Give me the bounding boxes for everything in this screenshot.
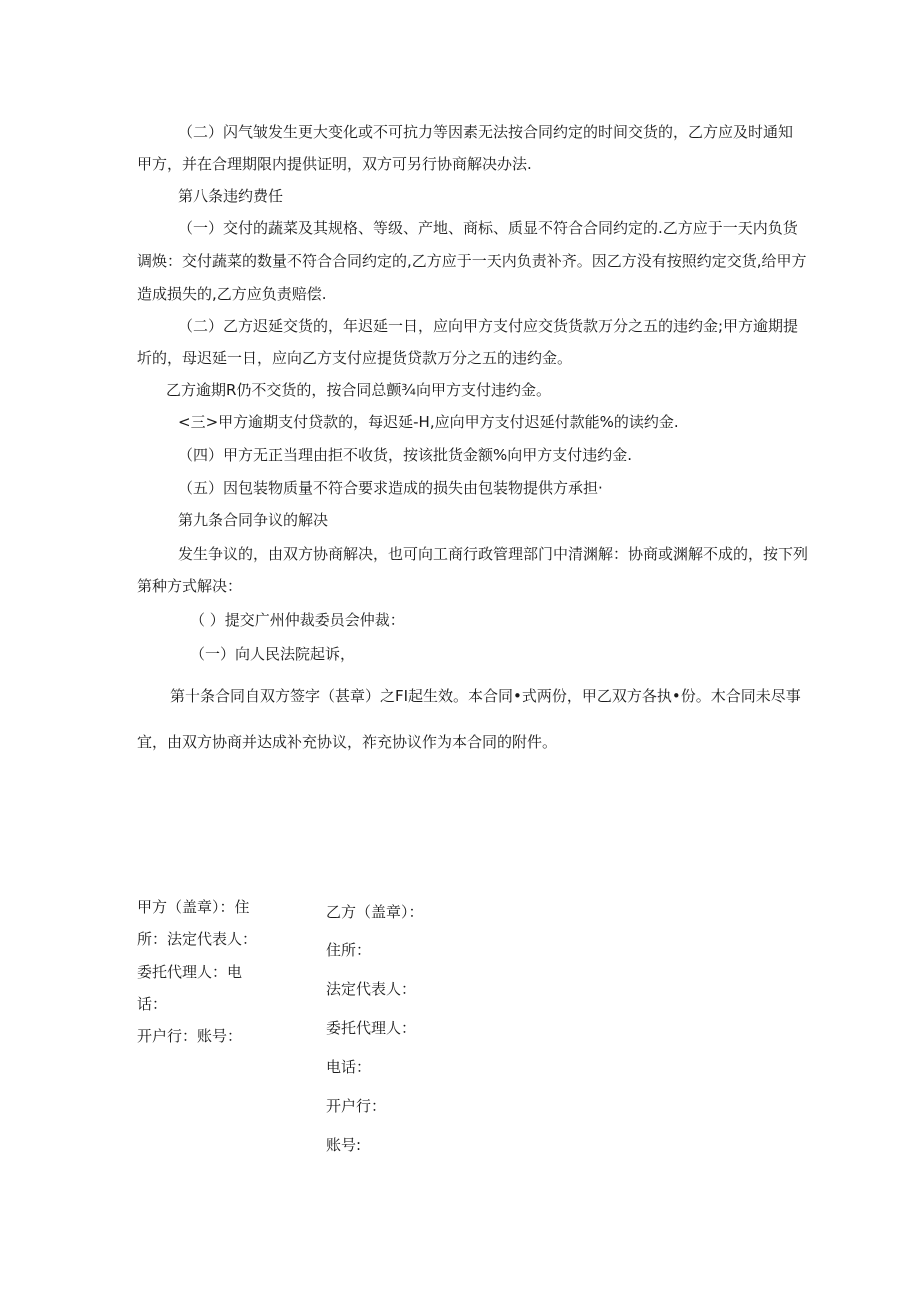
body-line: 乙方逾期R仍不交货的，按合同总颤¾向甲方支付违约金。 [166,381,551,399]
party-a-line: 甲方（盖章）：住 [137,898,250,916]
body-line: （一）交付的蔬菜及其规格、等级、产地、商标、质显不符合合同约定的.乙方应于一天内负货 [178,219,798,237]
party-b-line: 乙方（盖章）： [326,903,424,921]
section-heading: 第九条合同争议的解决 [178,511,329,529]
party-a-line: 话： [137,995,168,1013]
party-a-line: 开户行：账号： [137,1027,243,1045]
body-line: （一）向人民法院起诉， [190,645,356,663]
body-line: （二）乙方迟延交货的，年迟延一日，应向甲方支付应交货货款万分之五的违约金;甲方逾期提 [178,317,799,335]
body-line: （二）闪气皱发生更大变化或不可抗力等因素无法按合同约定的时间交货的，乙方应及时通知 [178,123,794,141]
body-line: 造成损失的,乙方应负责赔偿. [137,285,327,303]
body-line: （四）甲方无正当理由拒不收货，按该批货金额%向甲方支付违约金. [178,446,633,464]
party-b-line: 法定代表人： [326,980,417,998]
body-line: <三>甲方逾期支付贷款的，每迟延-H,应向甲方支付迟延付款能%的读约金. [178,413,679,431]
body-line: 圻的，母迟延一日，应向乙方支付应提货贷款万分之五的违约金。 [137,349,573,367]
party-b-line: 电话： [326,1058,372,1076]
body-line: 第种方式解决： [137,577,243,595]
body-line: 甲方，并在合理期限内提供证明，双方可另行协商解决办法. [137,155,532,173]
party-b-line: 住所： [326,941,372,959]
body-line: （五）因包装物质量不符合要求造成的损失由包装物提供方承担· [178,479,603,497]
body-line: 调焕：交付蔬菜的数量不符合合同约定的,乙方应于一天内负责补齐。因乙方没有按照约定交货,给甲方 [137,252,807,270]
section-heading: 第八条违约费任 [178,187,284,205]
party-b-line: 开户行： [326,1097,387,1115]
body-line: （ ）提交广州仲裁委员会仲裁： [190,611,405,629]
body-line: 发生争议的，由双方协商解决，也可向工商行政管理部门中清渊解：协商或渊解不成的，按下列 [178,545,809,563]
party-a-line: 所：法定代表人： [137,930,258,948]
party-b-line: 委托代理人： [326,1019,417,1037]
party-a-line: 委托代理人：电 [137,963,243,981]
body-line: 第十条合同自双方签字（甚章）之FI起生效。本合同•式两份，甲乙双方各执•份。木合同未尽事 [170,687,801,705]
party-b-line: 账号: [326,1136,362,1154]
body-line: 宜，由双方协商并达成补充协议，祚充协议作为本合同的附件。 [137,733,558,751]
